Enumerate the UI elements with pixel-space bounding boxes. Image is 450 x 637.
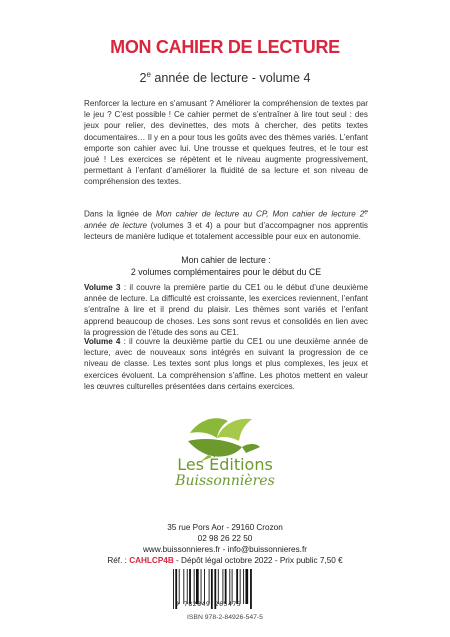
- volume4-text: : il couvre la deuxième partie du CE1 ou une deuxième année de lecture, avec de nouveaux sons intégrés en suivant la progression de ce niveau de classe. Les textes sont plus longs et plus complexes, les jeux et exercices évoluent. La compréhension s’affine. Les photos mettent en valeur les œuvres culturelles présentées dans certains exercices.: [84, 337, 368, 391]
- barcode-bar: [209, 569, 210, 604]
- book-subtitle: [0, 70, 450, 85]
- ref-label: Réf. :: [107, 556, 130, 565]
- barcode-bar: [194, 569, 195, 604]
- barcode-bar: [201, 569, 202, 604]
- barcode-bar: [183, 569, 184, 604]
- barcode-bar: [173, 569, 174, 609]
- barcode-bar: [218, 569, 219, 604]
- barcode-bar: [236, 569, 238, 604]
- barcode-bar: [179, 569, 180, 604]
- lineage-sup: e: [364, 208, 368, 215]
- publisher-web-email: www.buissonnieres.fr - info@buissonnieres.fr: [143, 545, 307, 554]
- publisher-name-line1: Les Éditions: [177, 455, 273, 474]
- subtitle-sup: e: [146, 70, 151, 79]
- barcode-bar: [196, 569, 199, 604]
- barcode-bar: [189, 569, 191, 604]
- book-title: MON CAHIER DE LECTURE: [110, 37, 340, 57]
- barcode-bar: [204, 569, 205, 604]
- section-heading: [84, 254, 368, 278]
- barcode-bar: [225, 569, 227, 604]
- barcode-bar: [245, 569, 248, 604]
- isbn-text: ISBN 978-2-84926-547-5: [187, 614, 263, 621]
- section-heading-line1: Mon cahier de lecture :: [181, 255, 271, 265]
- volume3-label: Volume 3: [84, 283, 121, 292]
- barcode-digits: 9 782849 265475: [175, 600, 242, 608]
- lineage-start: Dans la lignée de: [84, 209, 156, 219]
- barcode-bar: [243, 569, 244, 604]
- volume4-paragraph: [84, 336, 368, 392]
- barcode-bar: [187, 569, 188, 604]
- lineage-italic-2: année de lecture: [84, 220, 148, 230]
- intro-paragraph: Renforcer la lecture en s’amusant ? Améliorer la compréhension de textes par le jeu ? C’est possible ! Ce cahier permet de s’entraîner à lire tout seul : des jeux pour relier, des devinettes, des mots à chercher, des petits textes documentaires… Il y en a pour tous les goûts avec des thèmes variés. L’enfant emporte son cahier avec lui. Une trousse et quelques feutres, et le tour est joué ! Les exercices se répètent et le niveau augmente progressivement, permettant à l’enfant d’améliorer la fluidité de sa lecture et son niveau de compréhension des textes.: [84, 99, 368, 187]
- lineage-end: (volumes 3 et 4) a pour but d’accompagner nos apprentis lecteurs de manière ludique et totalement accessible pour eux en autonomie.: [84, 220, 368, 242]
- volume3-text: : il couvre la première partie du CE1 ou le début d’une deuxième année de lecture. La difficulté est croissante, les exercices reviennent, l’enfant s’entraîne à lire et il prend du plaisir. Les thèmes sont variés et l’enfant apprend beaucoup de choses. Les sons sont revus et consolidés en lien avec la progression de l’étude des sons au CE1.: [84, 283, 368, 337]
- volume4-label: Volume 4: [84, 337, 121, 346]
- lineage-paragraph: [84, 206, 368, 242]
- volume3-paragraph: [84, 282, 368, 338]
- subtitle-prefix: 2: [139, 71, 147, 86]
- publisher-name-line2: Buissonnières: [175, 473, 275, 489]
- ref-code: CAHLCP4B: [129, 556, 174, 565]
- publisher-street: 35 rue Pors Aor - 29160 Crozon: [167, 523, 283, 532]
- barcode-bar: [232, 569, 233, 604]
- publisher-phone: 02 98 26 22 50: [197, 534, 253, 543]
- subtitle-rest: année de lecture - volume 4: [150, 71, 311, 86]
- barcode-bar: [222, 569, 223, 604]
- section-heading-line2: 2 volumes complémentaires pour le début du CE: [130, 267, 322, 277]
- ref-rest: - Dépôt légal octobre 2022 - Prix public 7,50 €: [173, 556, 343, 565]
- reference-line: [0, 555, 450, 566]
- barcode-bar: [240, 569, 241, 604]
- barcode-bar: [229, 569, 230, 604]
- lineage-italic-1: Mon cahier de lecture au CP, Mon cahier de lecture 2: [155, 209, 365, 219]
